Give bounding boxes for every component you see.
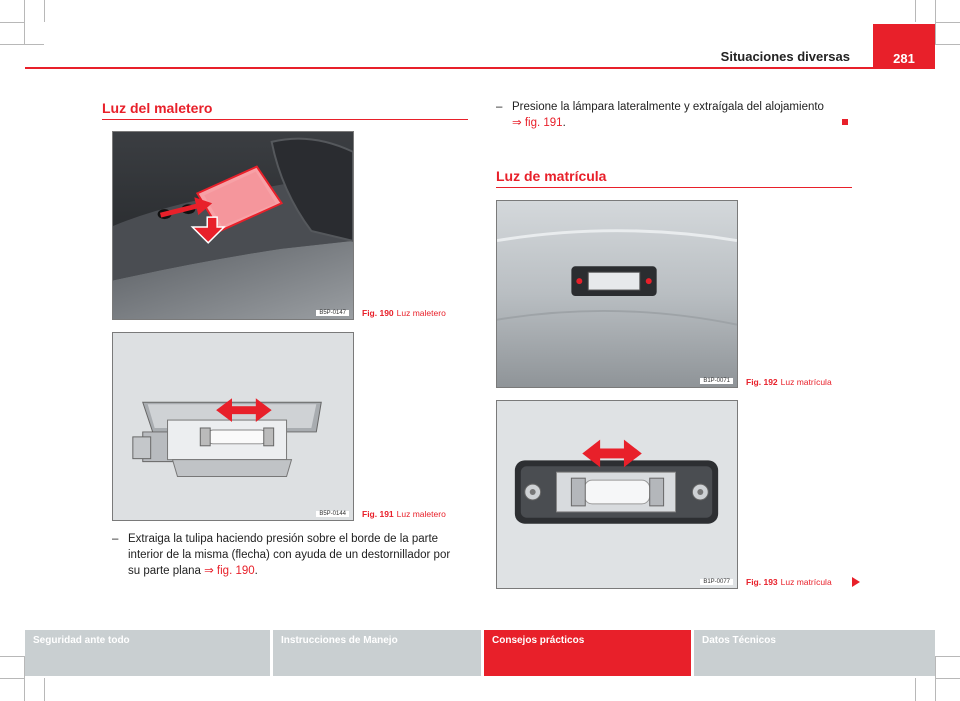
figure-label: Fig. 191 (362, 509, 394, 519)
license-plate-light-illustration (497, 201, 737, 387)
step-line: interior de la misma (flecha) con ayuda de un destornillador por (128, 549, 451, 561)
footer-tab-operating-instructions[interactable]: Instrucciones de Manejo (273, 630, 481, 676)
figure-caption (746, 377, 832, 387)
figure-reference-link[interactable]: ⇒ fig. 190 (204, 565, 255, 577)
footer-tab-practical-tips[interactable]: Consejos prácticos (484, 630, 691, 676)
figure-label: Fig. 193 (746, 577, 778, 587)
crop-mark (24, 0, 25, 44)
step-dash: – (496, 101, 503, 113)
running-header-title: Situaciones diversas (720, 49, 850, 64)
step-text: su parte plana (128, 565, 205, 577)
crop-mark (44, 678, 45, 701)
step-line (128, 563, 472, 579)
figure-caption-text: Luz matrícula (780, 377, 832, 387)
crop-mark (915, 678, 916, 701)
step-text: . (254, 565, 258, 577)
crop-mark (44, 0, 45, 22)
crop-mark (0, 678, 24, 679)
figure-caption-text: Luz maletero (396, 308, 446, 318)
step-line: Extraiga la tulipa haciendo presión sobre el borde de la parte (128, 533, 439, 545)
figure-trunk-light-lens (112, 131, 354, 320)
figure-code: B1P-0071 (700, 378, 733, 384)
crop-mark (0, 44, 44, 45)
step-line: Presione la lámpara lateralmente y extraígala del alojamiento (512, 101, 824, 113)
figure-code: B5P-0144 (316, 511, 349, 517)
figure-caption (746, 577, 832, 587)
figure-code: B5P-0147 (316, 310, 349, 316)
figure-license-plate-light-housing (496, 200, 738, 388)
header-rule (25, 67, 935, 69)
crop-mark (935, 0, 936, 44)
instruction-step (112, 531, 472, 579)
figure-reference-link[interactable]: ⇒ fig. 191 (512, 117, 563, 129)
step-line (512, 115, 856, 131)
section-heading-trunk-light: Luz del maletero (102, 100, 213, 116)
figure-trunk-light-bulb (112, 332, 354, 521)
section-heading-license-plate-light: Luz de matrícula (496, 168, 607, 184)
crop-mark (936, 22, 960, 23)
figure-caption (362, 308, 446, 318)
figure-label: Fig. 192 (746, 377, 778, 387)
figure-caption (362, 509, 446, 519)
crop-mark (0, 22, 24, 23)
crop-mark (935, 657, 936, 701)
license-plate-bulb-illustration (497, 401, 737, 588)
crop-mark (936, 678, 960, 679)
figure-code: B1P-0077 (700, 579, 733, 585)
page-number: 281 (873, 24, 935, 69)
end-of-section-mark (842, 119, 848, 125)
figure-caption-text: Luz matrícula (780, 577, 832, 587)
trunk-light-bulb-illustration (113, 333, 353, 520)
section-rule (102, 119, 468, 120)
crop-mark (915, 0, 916, 22)
step-dash: – (112, 533, 119, 545)
trunk-light-illustration (113, 132, 353, 319)
instruction-step (496, 99, 856, 131)
step-text: . (562, 117, 566, 129)
section-rule (496, 187, 852, 188)
figure-caption-text: Luz maletero (396, 509, 446, 519)
footer-tab-technical-data[interactable]: Datos Técnicos (694, 630, 935, 676)
figure-label: Fig. 190 (362, 308, 394, 318)
footer-tab-safety[interactable]: Seguridad ante todo (25, 630, 270, 676)
continued-arrow-icon (852, 577, 860, 587)
figure-license-plate-light-bulb (496, 400, 738, 589)
